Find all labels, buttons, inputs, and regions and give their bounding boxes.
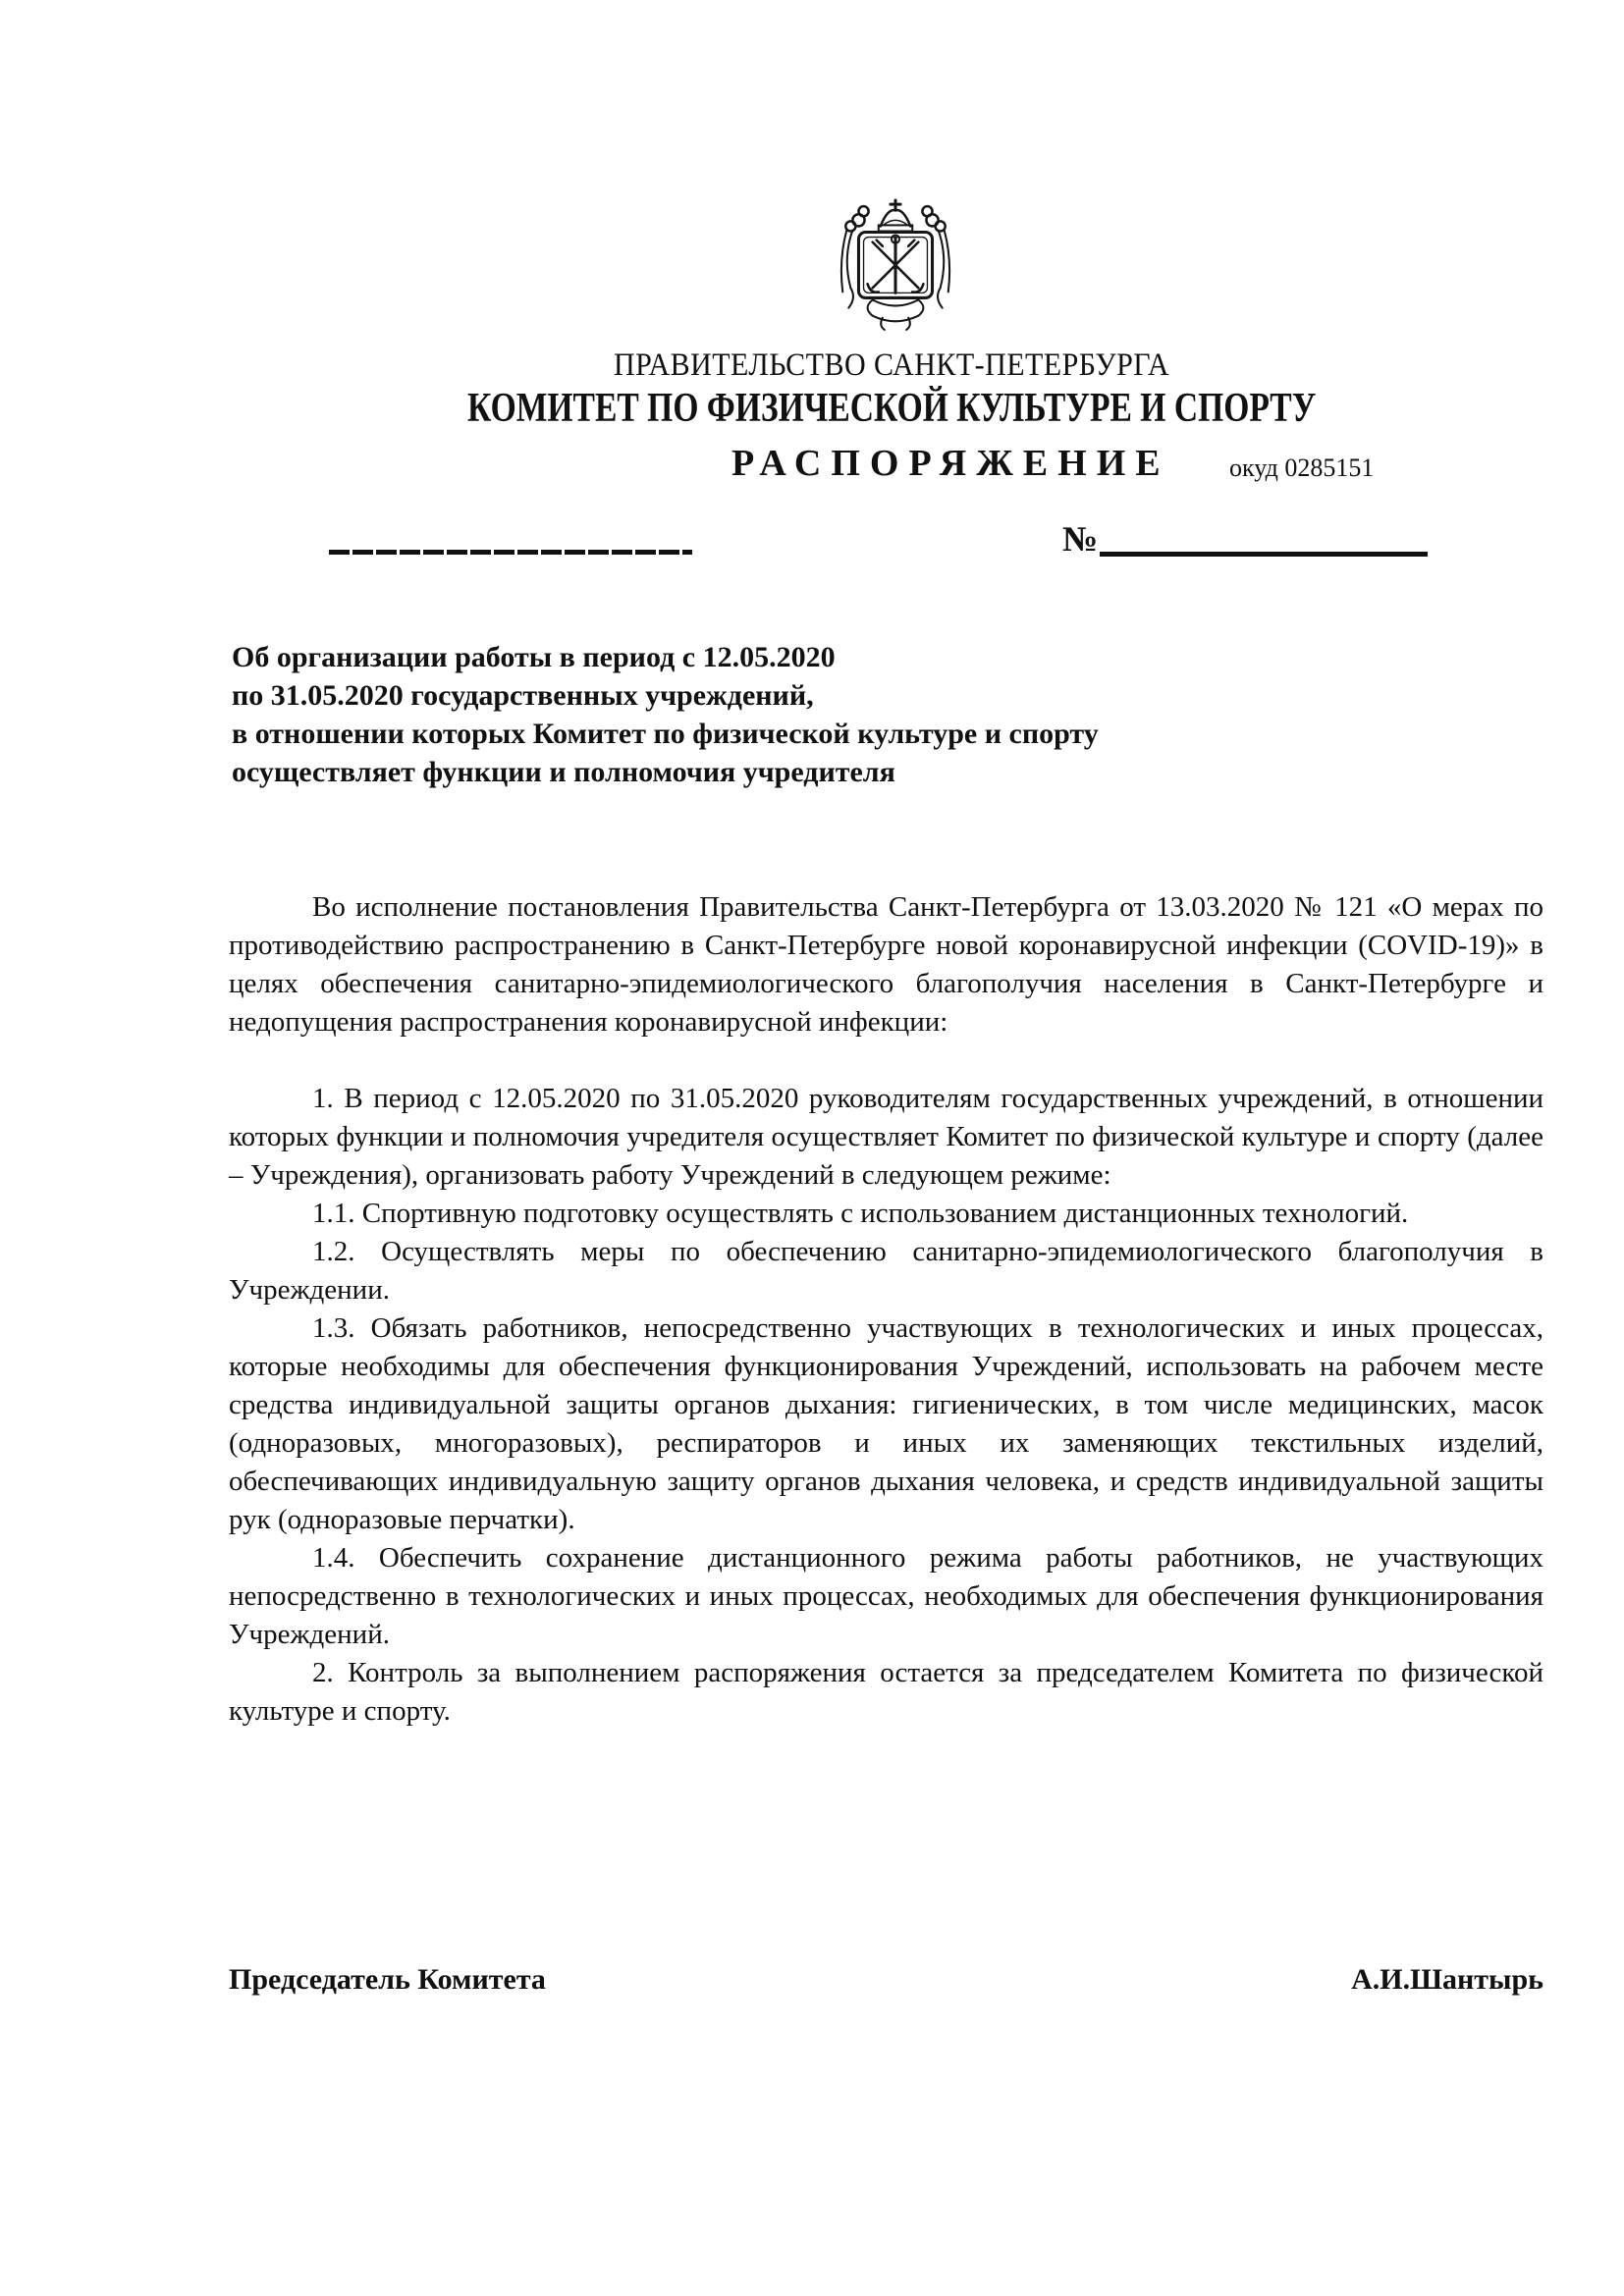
subject-line: по 31.05.2020 государственных учреждений,	[232, 679, 814, 712]
document-subject	[232, 638, 1099, 791]
st-petersburg-coat-of-arms-icon	[831, 196, 960, 336]
paragraph-item-1-4: 1.4. Обеспечить сохранение дистанционного режима работы работников, не участвующих непосредственно в технологических и иных процессах, необходимых для обеспечения функционирования Учреждений.	[229, 1542, 1543, 1650]
number-blank-line	[1100, 552, 1428, 557]
document-body	[229, 888, 1543, 1731]
subject-line: в отношении которых Комитет по физической культуре и спорту	[232, 718, 1099, 750]
subject-line: осуществляет функции и полномочия учредителя	[232, 756, 895, 788]
signature-position: Председатель Комитета	[229, 1963, 546, 1996]
paragraph-item-1-1: 1.1. Спортивную подготовку осуществлять с использованием дистанционных технологий.	[312, 1198, 1409, 1229]
government-title-text: ПРАВИТЕЛЬСТВО САНКТ-ПЕТЕРБУРГА	[614, 347, 1169, 383]
committee-title	[159, 385, 1624, 432]
date-blank-line	[329, 550, 692, 555]
number-sign: №	[1062, 519, 1099, 559]
paragraph-preamble: Во исполнение постановления Правительства Санкт-Петербурга от 13.03.2020 № 121 «О мерах по противодействию распространению в Санкт-Петербурге новой коронавирусной инфекции (COVID-19)» в целях обеспечения санитарно-эпидемиологического благополучия населения в Санкт-Петербурге и недопущения распространения коронавирусной инфекции:	[229, 891, 1543, 1038]
signature-name: А.И.Шантырь	[1351, 1963, 1543, 1996]
paragraph-item-1: 1. В период с 12.05.2020 по 31.05.2020 руководителям государственных учреждений, в отношении которых функции и полномочия учредителя осуществляет Комитет по физической культуре и спорту (далее – Учреждения), организовать работу Учреждений в следующем режиме:	[229, 1083, 1543, 1191]
paragraph-item-1-2: 1.2. Осуществлять меры по обеспечению санитарно-эпидемиологического благополучия в Учреждении.	[229, 1236, 1543, 1306]
okud-code: окуд 0285151	[1229, 454, 1375, 482]
paragraph-item-1-3: 1.3. Обязать работников, непосредственно участвующих в технологических и иных процессах, которые необходимы для обеспечения функционирования Учреждений, использовать на рабочем месте средства индивидуальной защиты органов дыхания: гигиенических, в том числе медицинских, масок (одноразовых, многоразовых), респираторов и иных их заменяющих текстильных изделий, обеспечивающих индивидуальную защиту органов дыхания человека, и средств индивидуальной защиты рук (одноразовые перчатки).	[229, 1312, 1543, 1535]
document-type-title: РАСПОРЯЖЕНИЕ	[731, 443, 1170, 484]
signature-row	[229, 1963, 1543, 1997]
paragraph-item-2: 2. Контроль за выполнением распоряжения остается за председателем Комитета по физической культуре и спорту.	[229, 1657, 1543, 1727]
subject-line: Об организации работы в период с 12.05.2020	[232, 641, 836, 673]
committee-title-text: КОМИТЕТ ПО ФИЗИЧЕСКОЙ КУЛЬТУРЕ И СПОРТУ	[466, 386, 1317, 431]
government-title	[159, 347, 1624, 384]
